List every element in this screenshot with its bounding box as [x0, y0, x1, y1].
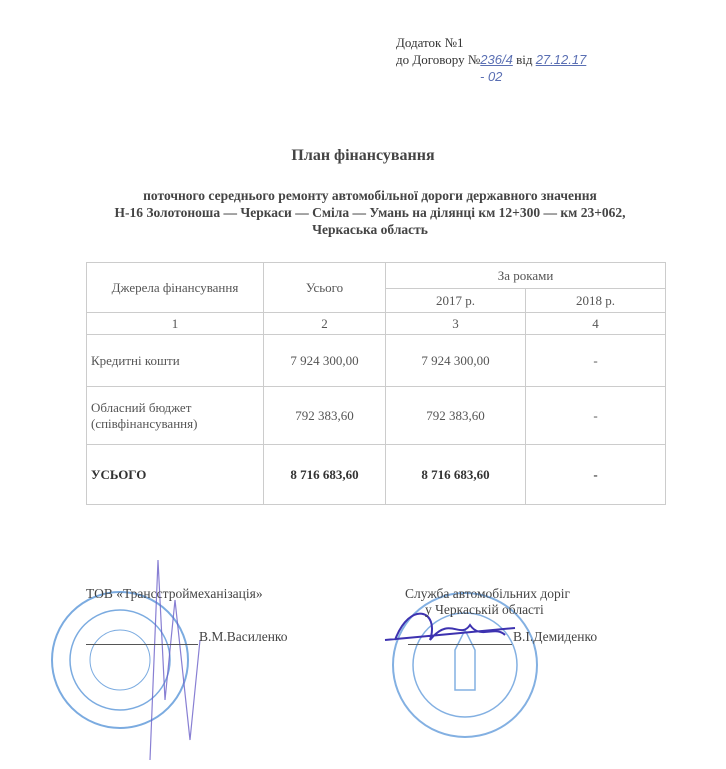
document-subtitle: поточного середнього ремонту автомобільної дороги державного значення Н-16 Золотоноша — Черкаси — Сміла — Умань на ділянці км 12+300 — км 23+062, Черкаська область [114, 188, 626, 237]
right-party-name: В.І.Демиденко [513, 629, 598, 644]
table-row: Обласний бюджет (співфінансування) 792 383,60 792 383,60 - [87, 387, 666, 445]
contract-suffix-handwritten: - 02 [480, 69, 503, 84]
header-2018: 2018 р. [526, 289, 666, 313]
header-source: Джерела фінансування [87, 263, 264, 313]
right-party-org: Служба автомобільних доріг у Черкаській області [405, 586, 570, 617]
left-signature-line [86, 644, 198, 645]
contract-date-handwritten: 27.12.17 [535, 52, 587, 67]
document-title: План фінансування [291, 147, 435, 164]
annex-number: Додаток №1 [396, 35, 464, 50]
left-party-org: ТОВ «Трансстроймеханізація» [86, 586, 263, 601]
header-2017: 2017 р. [386, 289, 526, 313]
header-total: Усього [264, 263, 386, 313]
contract-reference: до Договору №236/4 від 27.12.17 [396, 52, 587, 67]
table-row: Кредитні кошти 7 924 300,00 7 924 300,00 - [87, 335, 666, 387]
table-row-total: УСЬОГО 8 716 683,60 8 716 683,60 - [87, 445, 666, 505]
left-party-name: В.М.Василенко [199, 629, 288, 644]
left-stamp [52, 592, 188, 728]
column-numbers-row: 1 2 3 4 [87, 313, 666, 335]
right-signature-line [408, 644, 512, 645]
contract-number-handwritten: 236/4 [480, 52, 513, 67]
header-by-years: За роками [386, 263, 666, 289]
